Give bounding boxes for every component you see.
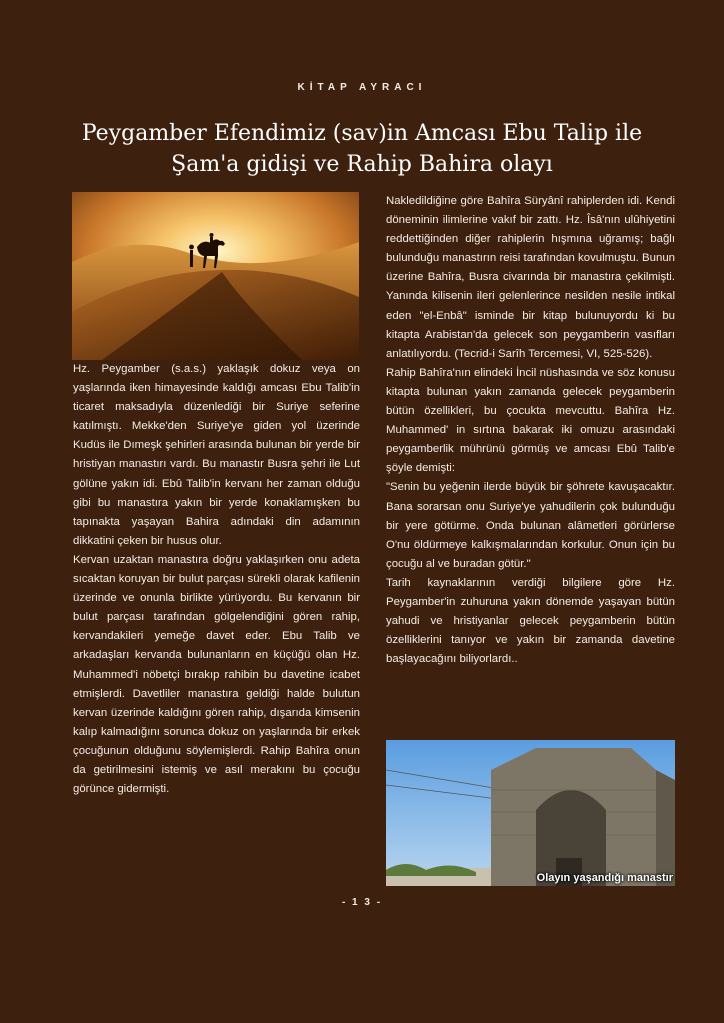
- section-kicker: KİTAP AYRACI: [297, 82, 427, 93]
- monastery-photo: [386, 740, 675, 886]
- paragraph: Nakledildiğine göre Bahîra Süryânî rahiplerden idi. Kendi döneminin ilimlerine vakıf bir zattı. Hz. Îsâ'nın ulûhiyetini reddettiğinden diğer rahiplerin hışmına uğramış; bağlı bulunduğu manastırın reisi tarafından kovulmuştu. Bunun üzerine Bahîra, Busra civarında bir manastıra çekilmişti. Yanında kilisenin ileri gelenlerince nesilden nesile intikal eden "el-Enbâ" isminde bir kitap bulunuyordu ki bu kitapta Arabistan'da gelecek son peygamberin vasıfları anlatılıyordu. (Tecrid-i Sarîh Tercemesi, VI, 525-526).: [386, 195, 675, 360]
- paragraph: Tarih kaynaklarının verdiği bilgilere göre Hz. Peygamber'in zuhuruna yakın dönemde yaşayan bütün yahudi ve hristiyanlar gelecek peygamberin bütün özelliklerini tanıyor ve yakın bir zamanda davetine başlayacağını biliyorlardı..: [386, 576, 675, 666]
- paragraph: Hz. Peygamber (s.a.s.) yaklaşık dokuz veya on yaşlarında iken himayesinde kaldığı amcası Ebu Talib'in ticaret maksadıyla düzenlediği bir Suriye seferine katılmıştı. Mekke'den Suriye'ye giden yol üzerinde Kudüs ile Dımeşk şehirleri arasında bulunan bir yerde bir hristiyan manastırı vardı. Bu manastır Busra şehri ile Lut gölüne yakın idi. Ebû Talib'in kervanı her zaman olduğu gibi bu manastıra yakın bir yerde konaklamışken bu tapınakta yaşayan Bahira adındaki din adamının dikkatini çeken bir husus olur.: [73, 363, 360, 547]
- right-column: [386, 192, 675, 669]
- title-line-2: Şam'a gidişi ve Rahip Bahira olayı: [171, 152, 553, 177]
- page-title: [40, 118, 684, 180]
- title-line-1: Peygamber Efendimiz (sav)in Amcası Ebu Talip ile: [81, 121, 643, 146]
- paragraph: Rahip Bahîra'nın elindeki İncil nüshasında ve söz konusu kitapta bulunan yakın zamanda gelecek peygamberin bütün özellikleri, bu çocukta mevcuttu. Bahîra Hz. Muhammed' in sırtına bakarak iki omuzu arasındaki peygamberlik mührünü görmüş ve amcası Ebû Talib'e şöyle demişti:: [386, 366, 675, 475]
- desert-caravan-image: [72, 192, 359, 360]
- photo-caption: Olayın yaşandığı manastır: [536, 872, 673, 884]
- page-number: - 1 3 -: [341, 897, 383, 908]
- quote-paragraph: "Senin bu yeğenin ilerde büyük bir şöhrete kavuşacaktır. Bana sorarsan onu Suriye'ye yahudilerin çok bulunduğu bir yere götürme. Onda bulunan alâmetleri görürlerse O'nu öldürmeye kalkışmalarından korkulur. Onun için bu çocuğu al ve buradan götür.": [386, 481, 675, 570]
- paragraph: Kervan uzaktan manastıra doğru yaklaşırken onu adeta sıcaktan koruyan bir bulut parçası sürekli olarak kafilenin üzerinde ve onunla birlikte yürüyordu. Bu kervanın bir bulut parçası tarafından gölgelendiğini gören rahip, kervandakileri yemeğe davet eder. Ebu Talib ve arkadaşları kervanda bulunanların en küçüğü olan Hz. Muhammed'i nöbetçi bırakıp rahibin bu davetine icabet etmişlerdi. Davetliler manastıra geldiği halde bulutun kervan üzerinde kaldığını gören rahip, dışarıda kimsenin kalıp kalmadığını sorunca dokuz on yaşlarında bir erkek çocuğunun olduğunu söylemişlerdi. Rahip Bahîra onun da getirilmesini istemiş ve asıl merakını bu çocuğu görünce gidermişti.: [73, 553, 360, 796]
- left-column: [73, 360, 360, 799]
